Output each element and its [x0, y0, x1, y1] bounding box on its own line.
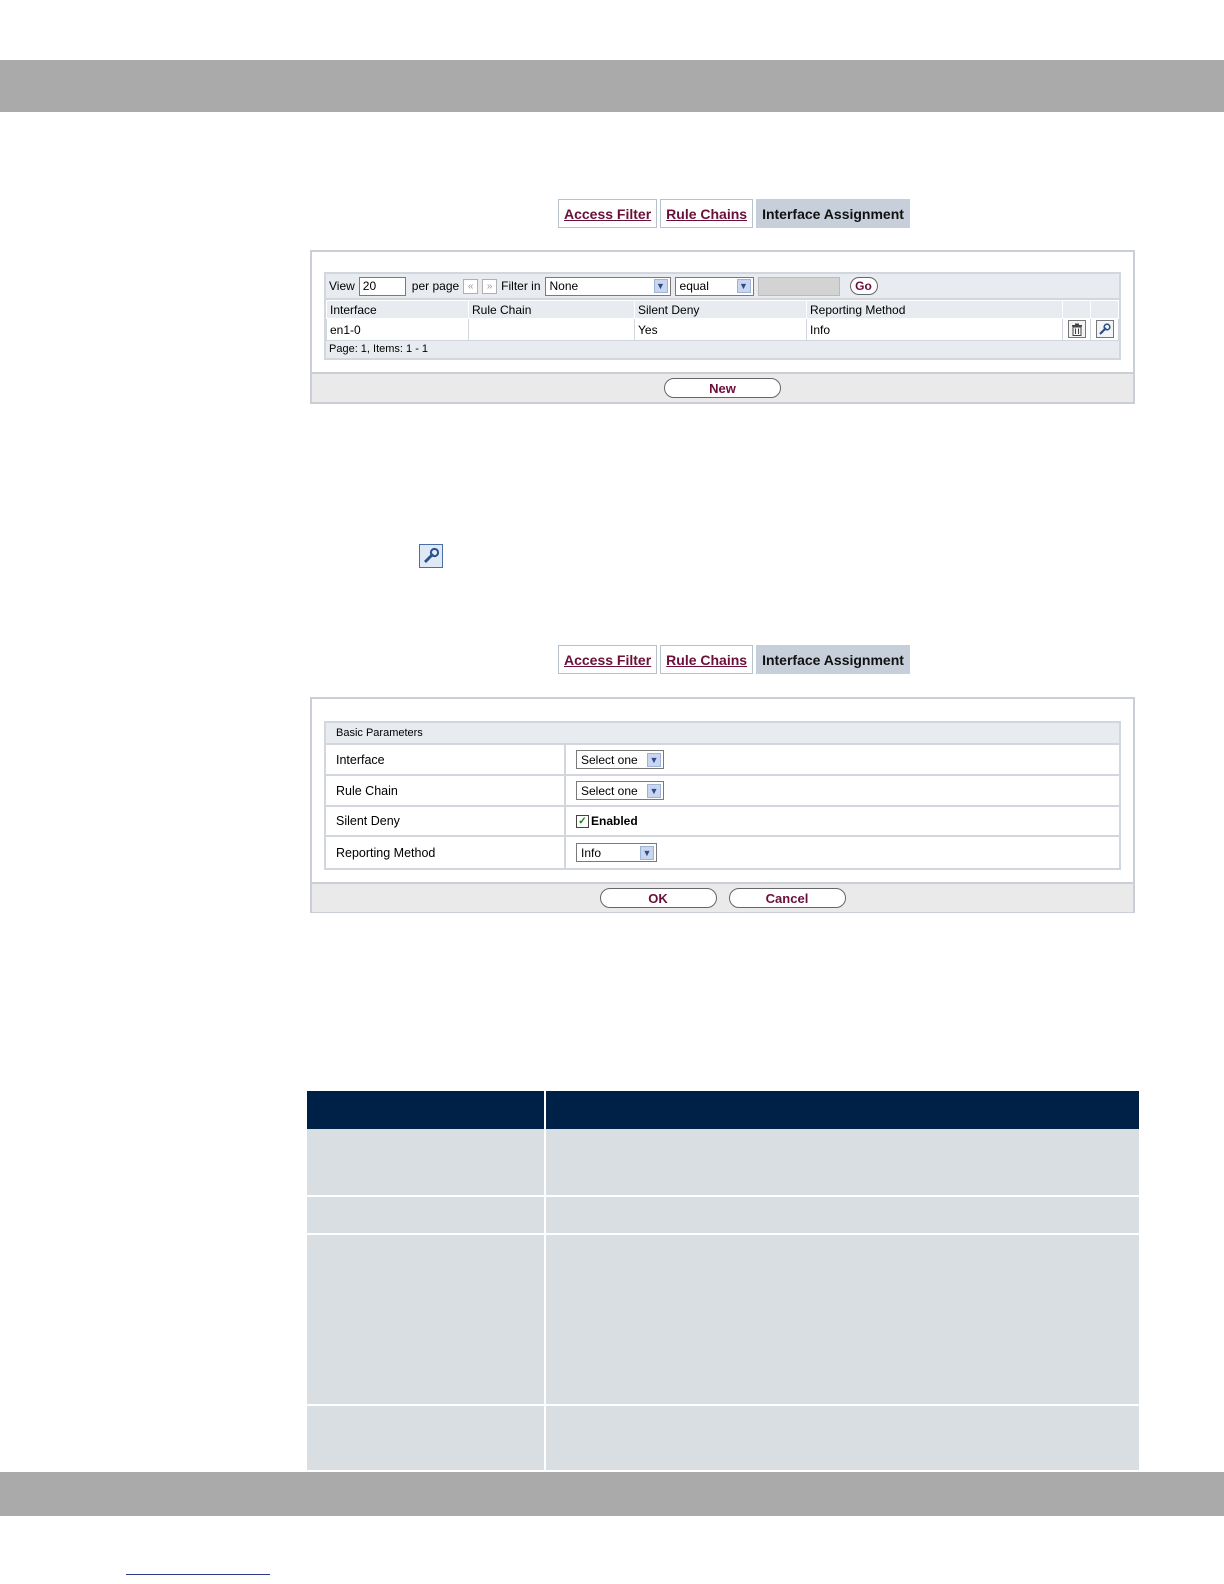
- interface-label: Interface: [326, 745, 566, 774]
- table-cell: [545, 1405, 1139, 1471]
- rule-chain-select[interactable]: [576, 781, 664, 800]
- tab-interface-assignment[interactable]: Interface Assignment: [756, 199, 910, 228]
- chevron-down-icon: ▼: [737, 279, 751, 293]
- filter-operator-value: equal: [679, 279, 709, 293]
- tab-interface-assignment[interactable]: Interface Assignment: [756, 645, 910, 674]
- footnote-divider: [126, 1574, 270, 1575]
- per-page-input[interactable]: 20: [359, 277, 406, 296]
- table-cell: [307, 1129, 545, 1196]
- cell-interface: en1-0: [327, 319, 469, 341]
- table-row: [307, 1196, 1139, 1234]
- next-page-button[interactable]: »: [482, 279, 497, 294]
- form-row-interface: [326, 745, 1119, 776]
- page-header-bar: [0, 60, 1224, 112]
- table-header-cell: [545, 1091, 1139, 1129]
- form-row-reporting-method: [326, 837, 1119, 868]
- table-cell: [545, 1196, 1139, 1234]
- previous-page-button[interactable]: «: [463, 279, 478, 294]
- cell-reporting-method: Info: [807, 319, 1063, 341]
- form-row-silent-deny: [326, 807, 1119, 837]
- chevron-down-icon: ▼: [654, 279, 668, 293]
- chevron-down-icon: ▼: [647, 753, 661, 767]
- interface-select[interactable]: [576, 750, 664, 769]
- wrench-icon: [419, 544, 443, 568]
- table-cell: [307, 1405, 545, 1471]
- table-header-cell: [307, 1091, 545, 1129]
- table-cell: [307, 1196, 545, 1234]
- basic-parameters-section: [324, 721, 1121, 870]
- table-cell: [545, 1129, 1139, 1196]
- column-header-reporting-method[interactable]: Reporting Method: [807, 301, 1063, 319]
- table-header-row: [307, 1091, 1139, 1129]
- filter-value-input[interactable]: [758, 277, 840, 296]
- interface-table: [326, 300, 1119, 341]
- field-description-table: [307, 1091, 1139, 1472]
- column-header-edit: [1091, 301, 1119, 319]
- reporting-method-select[interactable]: [576, 843, 657, 862]
- form-row-rule-chain: [326, 776, 1119, 807]
- tab-access-filter[interactable]: Access Filter: [558, 199, 657, 228]
- table-row: [307, 1129, 1139, 1196]
- rule-chain-label: Rule Chain: [326, 776, 566, 805]
- section-title: Basic Parameters: [326, 723, 1119, 745]
- chevron-down-icon: ▼: [647, 784, 661, 798]
- table-cell: [545, 1234, 1139, 1405]
- wrench-icon[interactable]: [1096, 320, 1114, 338]
- filter-field-select[interactable]: [545, 277, 671, 296]
- table-header-row: [327, 301, 1119, 319]
- pagination-info: Page: 1, Items: 1 - 1: [326, 341, 1119, 358]
- tab-access-filter[interactable]: Access Filter: [558, 645, 657, 674]
- cell-silent-deny: Yes: [635, 319, 807, 341]
- column-header-interface[interactable]: Interface: [327, 301, 469, 319]
- cell-rule-chain: [469, 319, 635, 341]
- trash-icon[interactable]: [1068, 320, 1086, 338]
- filter-field-value: None: [549, 279, 579, 293]
- silent-deny-checkbox[interactable]: ✓: [576, 815, 589, 828]
- new-button[interactable]: New: [664, 378, 781, 398]
- form-panel-footer: [312, 882, 1133, 912]
- interface-form-panel: [310, 697, 1135, 913]
- column-header-delete: [1063, 301, 1091, 319]
- table-cell: [307, 1234, 545, 1405]
- table-row: [307, 1405, 1139, 1471]
- interface-select-value: Select one: [581, 752, 638, 767]
- reporting-method-value: Info: [581, 845, 602, 860]
- list-toolbar: [326, 274, 1119, 300]
- filter-in-label: Filter in: [501, 279, 541, 293]
- silent-deny-checkbox-label: Enabled: [591, 814, 638, 828]
- filter-operator-select[interactable]: [675, 277, 754, 296]
- go-button[interactable]: Go: [850, 277, 878, 295]
- interface-list-panel: [310, 250, 1135, 404]
- list-panel-footer: [312, 372, 1133, 402]
- cancel-button[interactable]: Cancel: [729, 888, 846, 908]
- cell-edit: [1091, 319, 1119, 341]
- column-header-silent-deny[interactable]: Silent Deny: [635, 301, 807, 319]
- column-header-rule-chain[interactable]: Rule Chain: [469, 301, 635, 319]
- table-row: [327, 319, 1119, 341]
- chevron-down-icon: ▼: [640, 846, 654, 860]
- tab-bar: [558, 199, 910, 228]
- tab-rule-chains[interactable]: Rule Chains: [660, 199, 753, 228]
- tab-bar: [558, 645, 910, 674]
- table-row: [307, 1234, 1139, 1405]
- page-footer-bar: [0, 1472, 1224, 1516]
- silent-deny-label: Silent Deny: [326, 807, 566, 835]
- tab-rule-chains[interactable]: Rule Chains: [660, 645, 753, 674]
- interface-list: [324, 272, 1121, 360]
- per-page-label: per page: [411, 279, 460, 293]
- rule-chain-select-value: Select one: [581, 783, 638, 798]
- view-label: View: [329, 279, 355, 293]
- reporting-method-label: Reporting Method: [326, 837, 566, 868]
- ok-button[interactable]: OK: [600, 888, 717, 908]
- cell-delete: [1063, 319, 1091, 341]
